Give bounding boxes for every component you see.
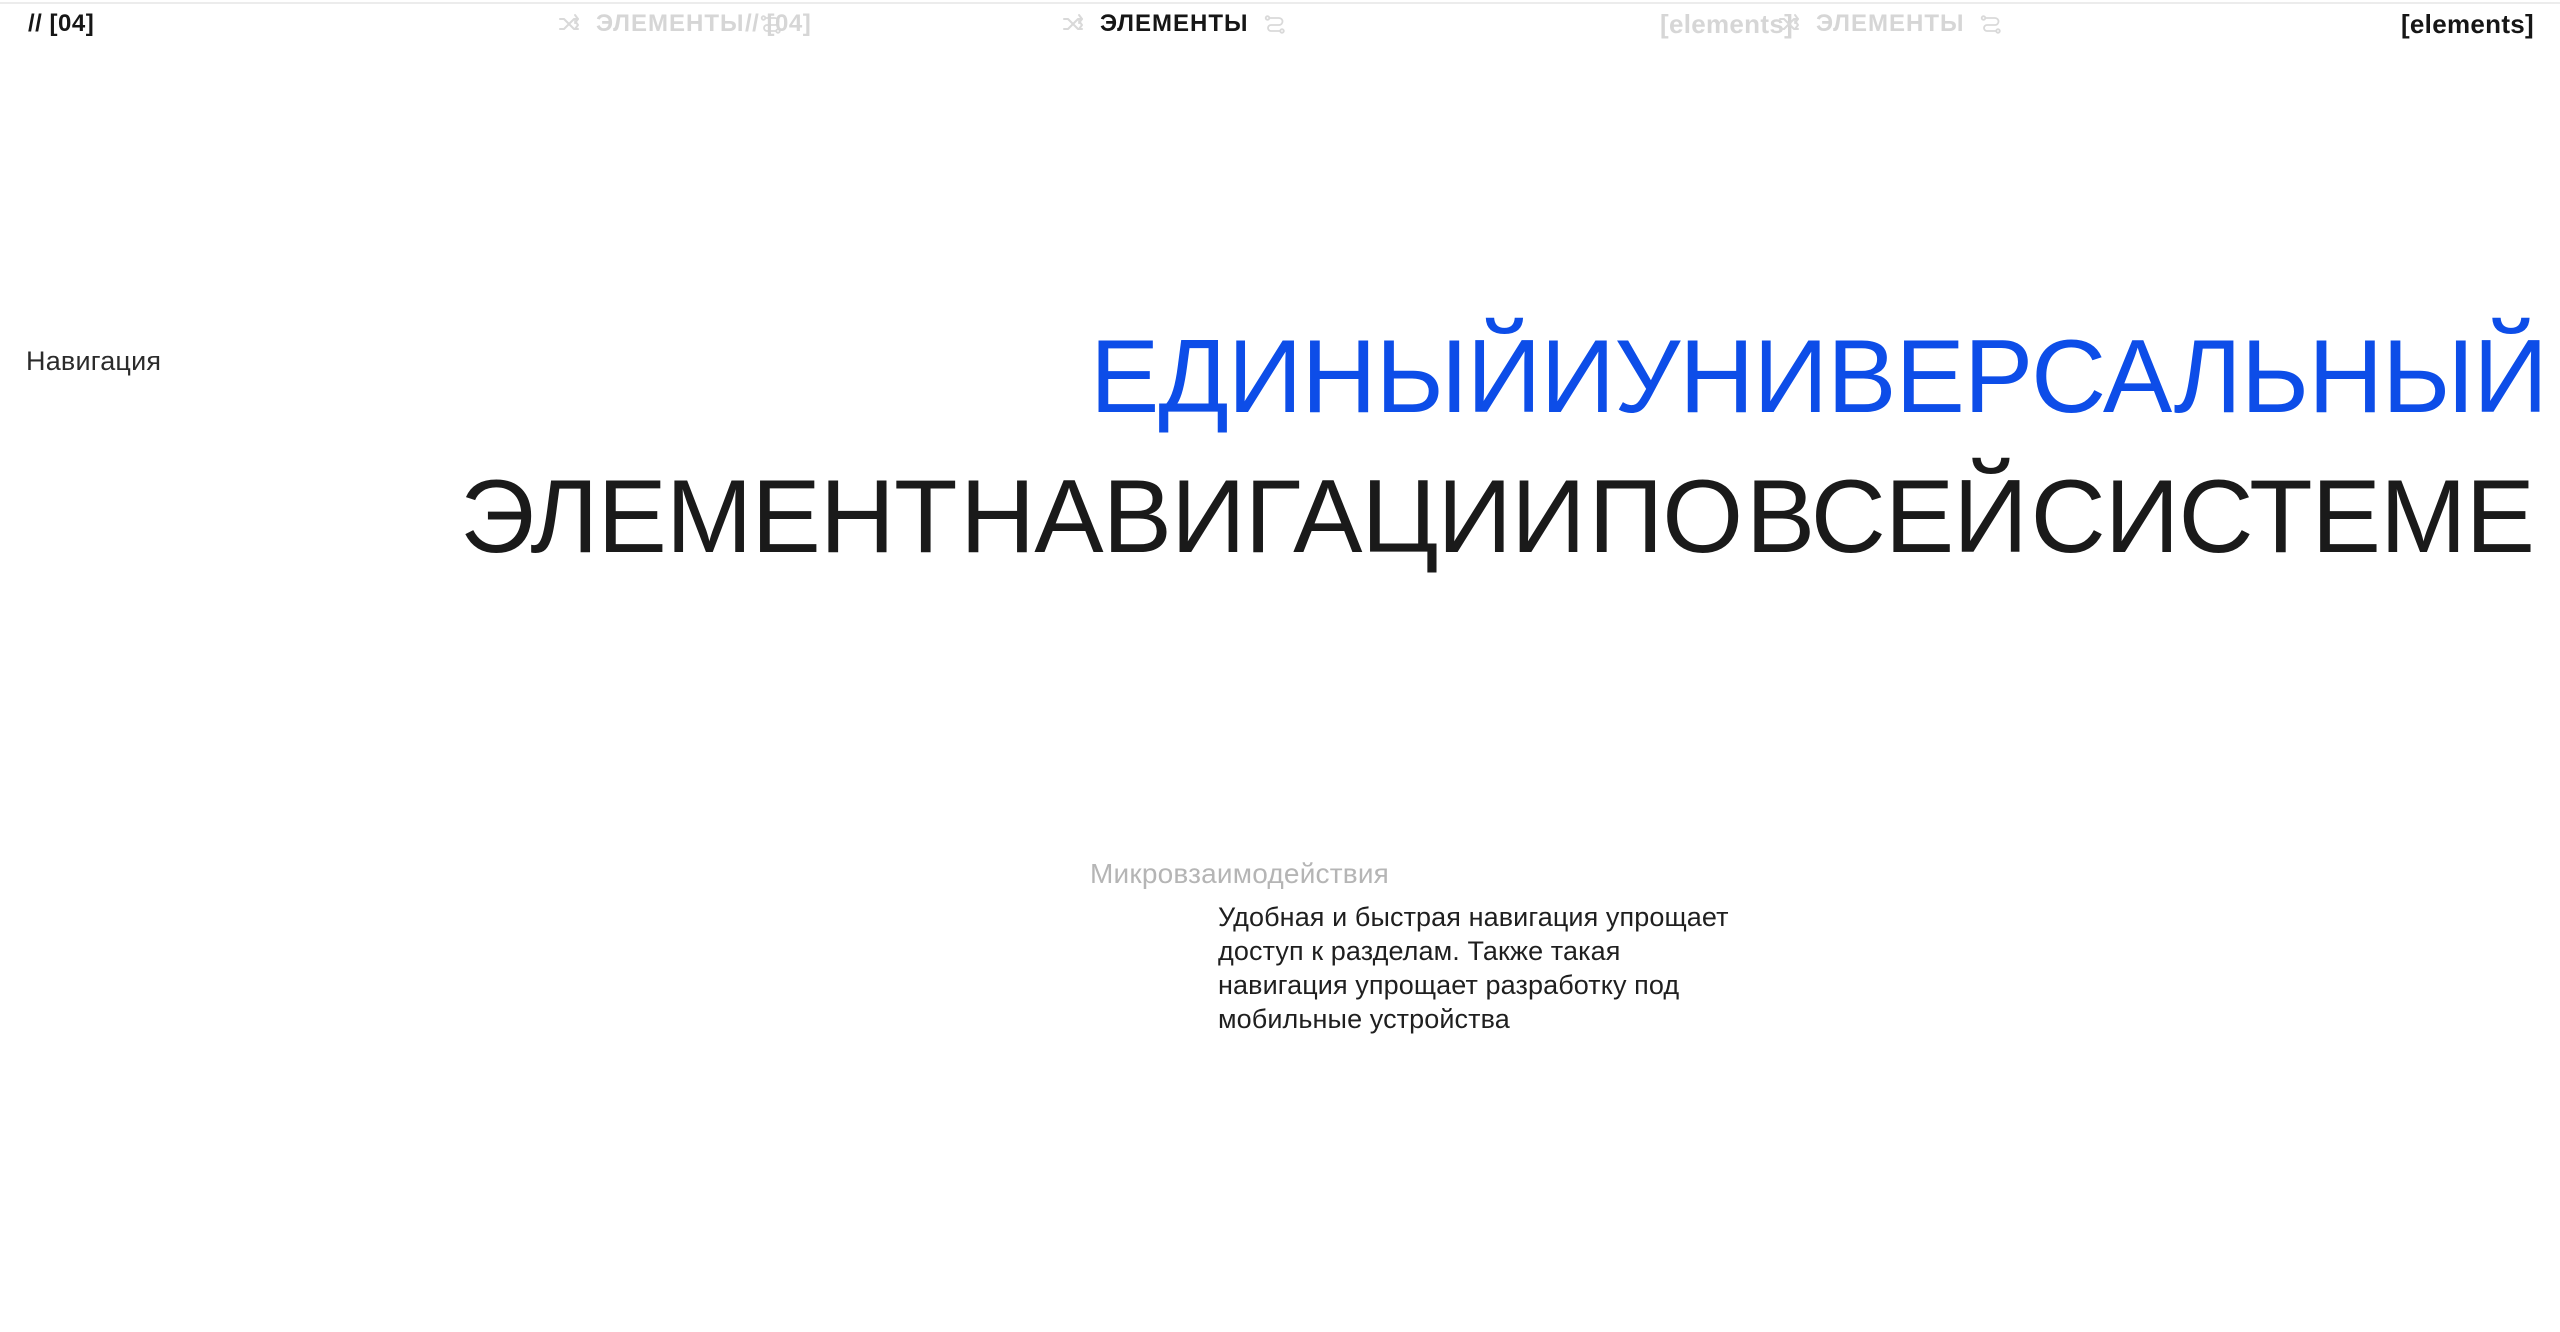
shuffle-icon <box>558 12 582 36</box>
ticker-item-label: ЭЛЕМЕНТЫ <box>1100 10 1249 37</box>
ticker-item-brackets-muted[interactable]: [elements] <box>1660 9 1794 39</box>
section-label-navigation: Навигация <box>26 346 162 376</box>
top-ticker <box>0 8 2560 40</box>
route-icon <box>1979 12 2003 36</box>
hero-word: ПО <box>1588 459 1743 575</box>
ticker-item-code-active[interactable]: // [04] <box>28 10 95 37</box>
hero-word: И <box>1540 319 1615 435</box>
ticker-item-elements-muted-2[interactable] <box>1778 8 2003 40</box>
hero-word: ЭЛЕМЕНТ <box>460 459 957 575</box>
ticker-item-label: ЭЛЕМЕНТЫ <box>1816 10 1965 37</box>
hero-word: УНИВЕРСАЛЬНЫЙ <box>1614 319 2547 435</box>
ticker-item-code-muted[interactable]: // [04] <box>745 10 812 37</box>
hero-word: ЕДИНЫЙ <box>1090 319 1541 435</box>
route-icon <box>1263 12 1287 36</box>
feature-description-line: Удобная и быстрая навигация упрощает <box>1218 902 1729 932</box>
hero-word: ВСЕЙ <box>1745 459 2027 575</box>
feature-description-line: навигация упрощает разработку под <box>1218 970 1680 1000</box>
feature-description <box>1218 900 1729 1036</box>
hero-heading-line1 <box>1090 319 2547 435</box>
shuffle-icon <box>1062 12 1086 36</box>
hero-word: СИСТЕМЕ <box>2030 459 2534 575</box>
top-divider <box>0 2 2560 4</box>
feature-description-line: мобильные устройства <box>1218 1004 1510 1034</box>
ticker-item-brackets-active[interactable]: [elements] <box>2400 9 2534 39</box>
shuffle-icon <box>1778 12 1802 36</box>
ticker-item-label: ЭЛЕМЕНТЫ <box>596 10 745 37</box>
hero-word: НАВИГАЦИИ <box>960 459 1585 575</box>
ticker-item-elements-active[interactable] <box>1062 8 1287 40</box>
feature-description-line: доступ к разделам. Также такая <box>1218 936 1621 966</box>
hero-heading-line2 <box>460 459 2534 575</box>
feature-label: Микровзаимодействия <box>1090 858 1390 889</box>
